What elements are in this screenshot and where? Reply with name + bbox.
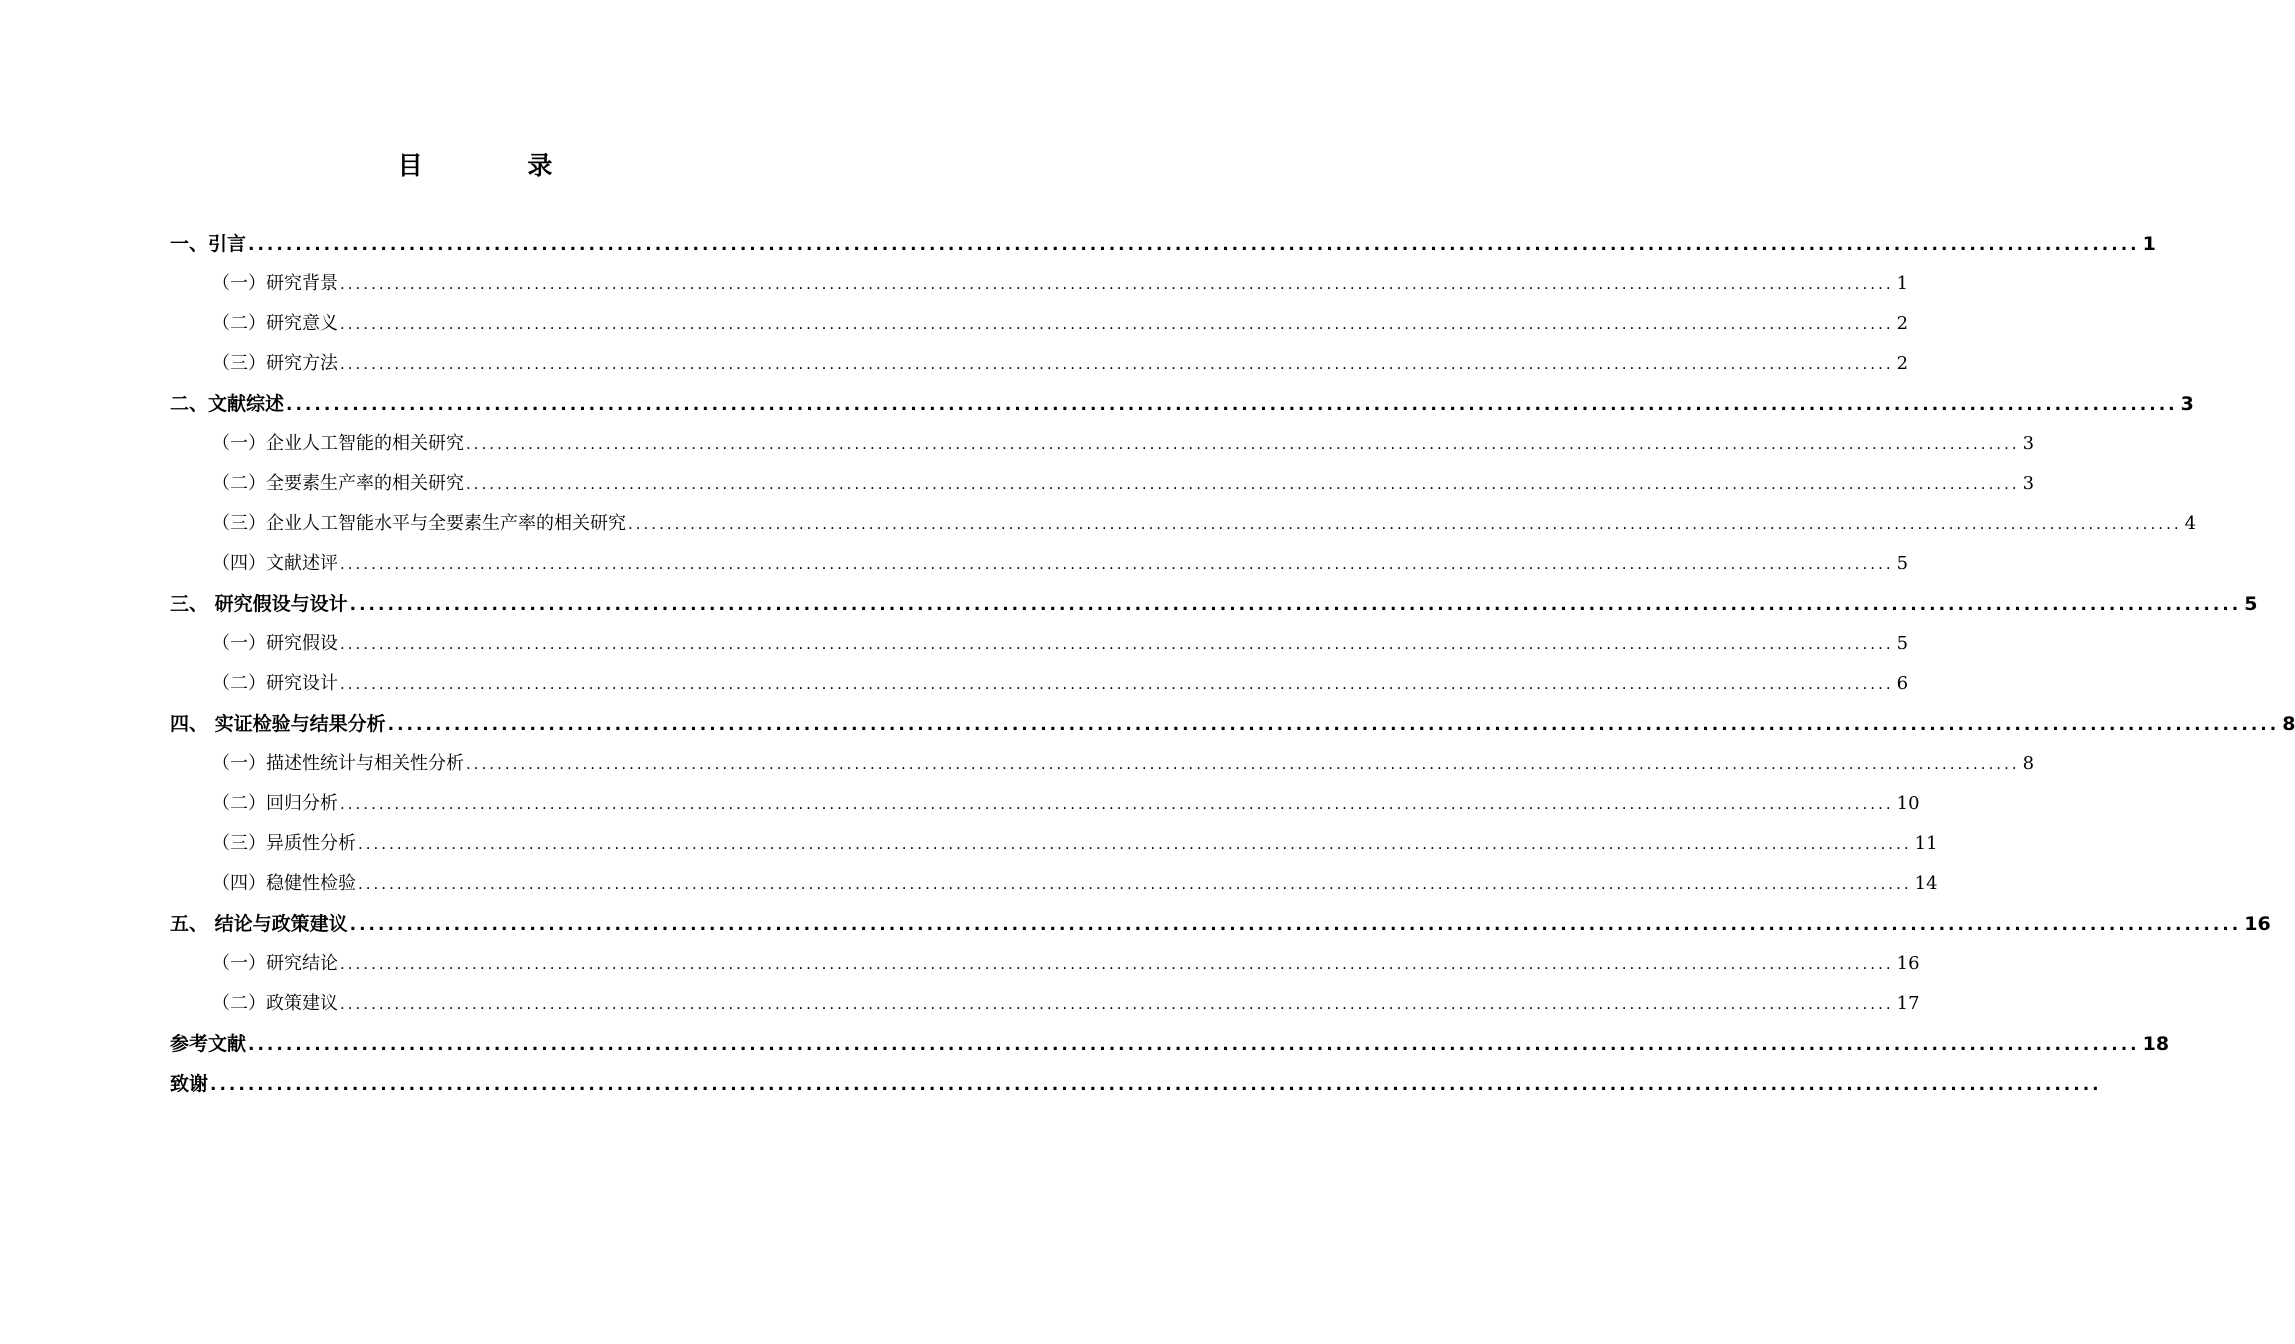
toc-entry[interactable] xyxy=(170,264,1909,304)
toc-entry[interactable] xyxy=(170,1024,2170,1064)
toc-entry[interactable] xyxy=(170,824,1938,864)
toc-page-number: 5 xyxy=(1896,553,1909,574)
toc-dot-leader: ........................................................................................................................................................................................................ xyxy=(466,475,2020,493)
toc-dot-leader: ........................................................................................................................................................................................................ xyxy=(248,1035,2140,1055)
toc-entry[interactable] xyxy=(170,984,1920,1024)
toc-entry-label: （一）描述性统计与相关性分析 xyxy=(212,753,464,774)
toc-list xyxy=(170,224,2295,1104)
toc-entry[interactable] xyxy=(170,1064,2102,1104)
toc-entry[interactable] xyxy=(170,864,1938,904)
toc-page-number: 1 xyxy=(2142,233,2156,255)
toc-title: 目 录 xyxy=(397,151,601,180)
toc-dot-leader: ........................................................................................................................................................................................................ xyxy=(340,355,1894,373)
toc-dot-leader: ........................................................................................................................................................................................................ xyxy=(466,755,2020,773)
toc-dot-leader: ........................................................................................................................................................................................................ xyxy=(286,395,2178,415)
toc-entry-label: （三）异质性分析 xyxy=(212,833,356,854)
toc-entry[interactable] xyxy=(170,504,2197,544)
toc-page-number: 2 xyxy=(1896,313,1909,334)
toc-page-number: 5 xyxy=(2244,593,2258,615)
toc-entry-label: 一、引言 xyxy=(170,233,247,255)
toc-page-number: 8 xyxy=(2022,753,2035,774)
toc-page-number: 3 xyxy=(2022,433,2035,454)
toc-entry-label: （一）研究假设 xyxy=(212,633,338,654)
toc-page-number: 17 xyxy=(1896,993,1920,1014)
toc-entry-label: （二）政策建议 xyxy=(212,993,338,1014)
toc-page-number: 1 xyxy=(1896,273,1909,294)
toc-dot-leader: ........................................................................................................................................................................................................ xyxy=(349,595,2242,615)
toc-entry[interactable] xyxy=(170,624,1909,664)
toc-entry[interactable] xyxy=(170,464,2035,504)
toc-dot-leader: ........................................................................................................................................................................................................ xyxy=(340,275,1894,293)
toc-dot-leader: ........................................................................................................................................................................................................ xyxy=(340,635,1894,653)
toc-entry-label: （三）研究方法 xyxy=(212,353,338,374)
toc-page-number: 4 xyxy=(2184,513,2197,534)
toc-entry-label: 五、 结论与政策建议 xyxy=(170,913,348,935)
toc-entry-label: （二）全要素生产率的相关研究 xyxy=(212,473,464,494)
toc-entry-label: （四）稳健性检验 xyxy=(212,873,356,894)
toc-entry[interactable] xyxy=(170,664,1909,704)
toc-entry-label: （二）回归分析 xyxy=(212,793,338,814)
toc-entry-label: （三）企业人工智能水平与全要素生产率的相关研究 xyxy=(212,513,626,534)
toc-entry[interactable] xyxy=(170,384,2194,424)
toc-dot-leader: ........................................................................................................................................................................................................ xyxy=(248,235,2140,255)
toc-page-number: 3 xyxy=(2180,393,2194,415)
toc-entry-label: （一）企业人工智能的相关研究 xyxy=(212,433,464,454)
toc-dot-leader: ........................................................................................................................................................................................................ xyxy=(340,555,1894,573)
toc-entry[interactable] xyxy=(170,904,2271,944)
toc-entry[interactable] xyxy=(170,424,2035,464)
toc-page-number: 10 xyxy=(1896,793,1920,814)
toc-entry-label: 三、 研究假设与设计 xyxy=(170,593,348,615)
toc-dot-leader: ........................................................................................................................................................................................................ xyxy=(340,675,1894,693)
toc-dot-leader: ........................................................................................................................................................................................................ xyxy=(358,875,1912,893)
toc-entry[interactable] xyxy=(170,944,1920,984)
toc-entry[interactable] xyxy=(170,584,2258,624)
toc-page-number: 11 xyxy=(1914,833,1938,854)
toc-entry-label: 二、文献综述 xyxy=(170,393,285,415)
toc-dot-leader: ........................................................................................................................................................................................................ xyxy=(210,1075,2102,1095)
toc-entry-label: （二）研究意义 xyxy=(212,313,338,334)
toc-page-number: 8 xyxy=(2282,713,2295,735)
toc-page-number: 2 xyxy=(1896,353,1909,374)
toc-page-number: 5 xyxy=(1896,633,1909,654)
toc-entry[interactable] xyxy=(170,784,1920,824)
toc-entry-label: （二）研究设计 xyxy=(212,673,338,694)
toc-entry[interactable] xyxy=(170,744,2035,784)
toc-dot-leader: ........................................................................................................................................................................................................ xyxy=(340,795,1894,813)
toc-entry[interactable] xyxy=(170,544,1909,584)
toc-dot-leader: ........................................................................................................................................................................................................ xyxy=(340,995,1894,1013)
toc-entry-label: 参考文献 xyxy=(170,1033,247,1055)
toc-dot-leader: ........................................................................................................................................................................................................ xyxy=(387,715,2280,735)
toc-dot-leader: ........................................................................................................................................................................................................ xyxy=(466,435,2020,453)
toc-page-number: 14 xyxy=(1914,873,1938,894)
toc-entry[interactable] xyxy=(170,304,1909,344)
toc-entry[interactable] xyxy=(170,344,1909,384)
toc-dot-leader: ........................................................................................................................................................................................................ xyxy=(349,915,2242,935)
toc-dot-leader: ........................................................................................................................................................................................................ xyxy=(628,515,2182,533)
toc-entry-label: （一）研究结论 xyxy=(212,953,338,974)
toc-entry-label: （四）文献述评 xyxy=(212,553,338,574)
toc-page-number: 18 xyxy=(2142,1033,2170,1055)
toc-page-number: 3 xyxy=(2022,473,2035,494)
toc-page-number: 16 xyxy=(1896,953,1920,974)
toc-entry[interactable] xyxy=(170,704,2295,744)
toc-dot-leader: ........................................................................................................................................................................................................ xyxy=(358,835,1912,853)
toc-entry-label: （一）研究背景 xyxy=(212,273,338,294)
toc-dot-leader: ........................................................................................................................................................................................................ xyxy=(340,955,1894,973)
toc-entry-label: 四、 实证检验与结果分析 xyxy=(170,713,386,735)
toc-entry-label: 致谢 xyxy=(170,1073,209,1095)
toc-entry[interactable] xyxy=(170,224,2156,264)
toc-page-number: 6 xyxy=(1896,673,1909,694)
toc-page-number: 16 xyxy=(2244,913,2271,935)
toc-dot-leader: ........................................................................................................................................................................................................ xyxy=(340,315,1894,333)
